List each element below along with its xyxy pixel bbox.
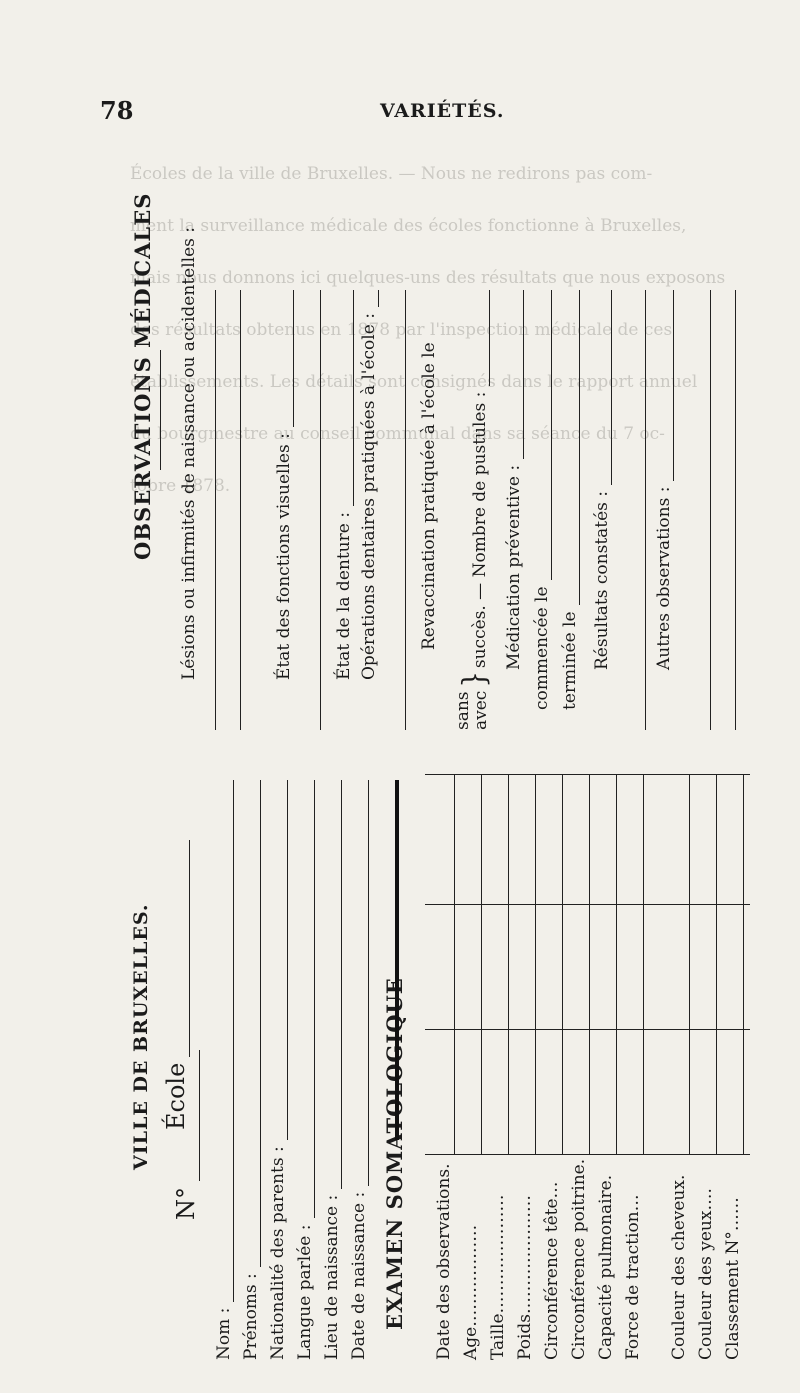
table-row (565, 1158, 589, 1360)
field-label: Langue parlée : (295, 1224, 315, 1360)
lesions-field (175, 227, 199, 680)
examen-title: EXAMEN SOMATOLOGIQUE (382, 977, 407, 1330)
field-lieu-naissance (318, 780, 342, 1360)
table-row (538, 1180, 562, 1360)
field-date-naissance (345, 780, 369, 1360)
brace-icon: } (457, 671, 493, 688)
table-row (665, 1174, 689, 1360)
table-row (430, 1163, 454, 1360)
table-row (484, 1180, 508, 1360)
bleed-line: mais nous donnons ici quelques-uns des résultats que nous exposons (130, 268, 726, 288)
revaccination-label: Revaccination pratiquée à l'école le (419, 342, 439, 650)
row-rule (454, 775, 455, 1155)
row-label: Capacité pulmonaire. (596, 1174, 616, 1360)
succes-label: succès. — Nombre de pustules : (470, 391, 490, 669)
bleed-line: établissements. Les détails sont consignés dans le rapport annuel (130, 372, 698, 392)
field-label: Prénoms : (241, 1273, 261, 1360)
table-thick-rule (395, 780, 399, 1140)
ecole-label: École (162, 1062, 190, 1130)
lesions-label: Lésions ou infirmités de naissance ou accidentelles : (179, 227, 199, 680)
field-label: Nationalité des parents : (268, 1146, 288, 1360)
row-label: Poids………………… (515, 1194, 535, 1360)
field-label: Lieu de naissance : (322, 1194, 342, 1360)
blank-line (215, 290, 216, 730)
avec-label: avec (471, 690, 491, 730)
revaccination-field (415, 290, 439, 650)
bleed-line: Écoles de la ville de Bruxelles. — Nous ne redirons pas com- (130, 164, 653, 184)
succes-field (450, 290, 493, 730)
table-row (511, 1180, 535, 1360)
blank-line (320, 290, 321, 730)
blank-line (240, 290, 241, 730)
somatology-table (420, 760, 760, 1360)
table-row (719, 1180, 743, 1360)
table-row (619, 1180, 643, 1360)
bleed-line: du bourgmestre au conseil communal dans sa séance du 7 oc- (130, 424, 665, 444)
ville-title: VILLE DE BRUXELLES. (130, 903, 152, 1170)
title-underline (160, 350, 161, 470)
column-rule (425, 1154, 750, 1155)
row-rule (535, 775, 536, 1155)
medication-field (500, 290, 524, 670)
row-label: Circonférence tête… (542, 1181, 562, 1360)
field-langue (291, 780, 315, 1360)
autres-field (650, 290, 674, 670)
no-label: N° (172, 1187, 200, 1220)
row-label: Age……………… (461, 1224, 481, 1360)
field-nationalite (264, 780, 288, 1360)
row-rule (643, 775, 644, 1155)
running-head: VARIÉTÉS. (380, 100, 505, 122)
fonctions-field (270, 290, 294, 680)
bleed-line: des résultats obtenus en 1878 par l'inspection médicale de ces (130, 320, 673, 340)
row-label: Couleur des cheveux. (669, 1174, 689, 1360)
row-label: Taille………………… (488, 1194, 508, 1360)
commencee-label: commencée le (532, 586, 552, 710)
row-label: Couleur des yeux…. (696, 1188, 716, 1360)
terminee-field (556, 290, 580, 710)
column-rule (425, 774, 750, 775)
column-rule (425, 1029, 750, 1030)
column-rule (425, 904, 750, 905)
resultats-label: Résultats constatés : (592, 490, 612, 670)
blank-line (735, 290, 736, 730)
field-label: Date de naissance : (349, 1191, 369, 1360)
page-number: 78 (100, 96, 134, 125)
field-prenoms (237, 780, 261, 1360)
row-rule (743, 775, 744, 1155)
denture-field (330, 290, 354, 680)
blank-line (645, 290, 646, 730)
resultats-field (588, 290, 612, 670)
commencee-field (528, 290, 552, 710)
blank-line (710, 290, 711, 730)
table-row (457, 1180, 481, 1360)
field-nom (210, 780, 234, 1360)
row-label: Force de traction… (623, 1194, 643, 1360)
operations-label: Opérations dentaires pratiquées à l'école : (359, 313, 379, 680)
blank-line (405, 290, 406, 730)
row-rule (616, 775, 617, 1155)
row-rule (481, 775, 482, 1155)
ecole-field (160, 840, 190, 1130)
operations-field (355, 290, 379, 680)
row-rule (716, 775, 717, 1155)
terminee-label: terminée le (560, 611, 580, 710)
bleed-line: ment la surveillance médicale des écoles fonctionne à Bruxelles, (130, 216, 687, 236)
table-row (692, 1180, 716, 1360)
autres-label: Autres observations : (654, 486, 674, 670)
row-rule (589, 775, 590, 1155)
row-label: Date des observations. (434, 1163, 454, 1360)
bleed-line: tobre 1878. (130, 476, 231, 496)
table-row (592, 1174, 616, 1360)
medication-label: Médication préventive : (504, 464, 524, 670)
field-label: Nom : (214, 1307, 234, 1360)
row-rule (562, 775, 563, 1155)
row-rule (689, 775, 690, 1155)
denture-label: État de la denture : (334, 512, 354, 680)
sans-label: sans (453, 691, 473, 730)
row-label: Circonférence poitrine. (569, 1158, 589, 1360)
row-label: Classement N°…… (723, 1197, 743, 1360)
observations-title: OBSERVATIONS MÉDICALES (130, 192, 155, 560)
fonctions-label: État des fonctions visuelles : (274, 433, 294, 680)
row-rule (508, 775, 509, 1155)
